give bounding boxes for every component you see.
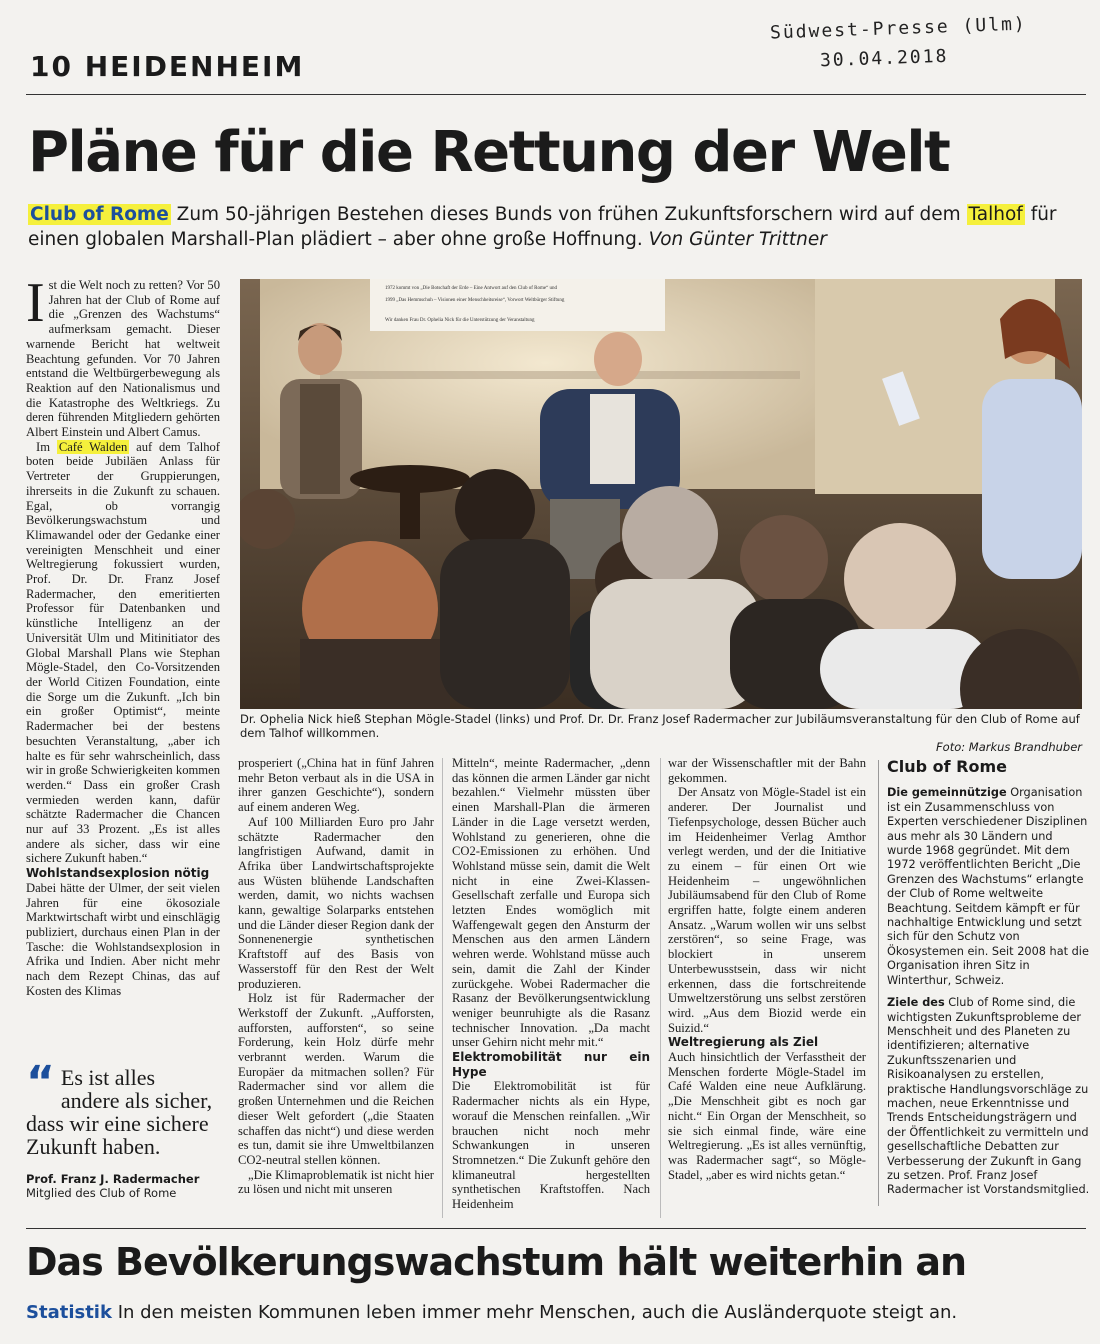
screen-text-line-3: Wir danken Frau Dr. Ophelia Nick für die Unterstützung der Veranstaltung — [385, 318, 535, 323]
infobox-title: Club of Rome — [887, 757, 1007, 776]
quote-author: Prof. Franz J. Radermacher — [26, 1172, 200, 1186]
next-article-kicker-text: In den meisten Kommunen leben immer mehr Menschen, auch die Ausländerquote steigt an. — [117, 1302, 958, 1323]
infobox-p2-lead: Ziele des — [887, 996, 945, 1010]
article-column-1 — [26, 272, 220, 998]
col1-paragraph-3: Dabei hätte der Ulmer, der seit vielen Jahren für eine ökosoziale Marktwirtschaft wirbt und einschlägig publiziert, durchaus einen Plan in der Tasche: die Wohlstandsexplosion in Afrika und Indien. Aber nicht mehr nach dem Rezept Chinas, das auf Kosten des Klimas — [26, 880, 220, 998]
quote-role: Mitglied des Club of Rome — [26, 1186, 177, 1200]
kicker — [28, 202, 1068, 252]
col1-p2-post: auf dem Talhof boten beide Jubiläen Anlass für Vertreter der Gruppierungen, ihrerseits in die Zukunft zu schauen. Egal, ob vorrangig Bevölkerungswachstum und Klimawandel oder der Gedanke einer vereinigten Menschheit und einer Weltregierung fokussiert wurden, Prof. Dr. Dr. Franz Josef Radermacher, den emeritierten Professor für Datenbanken und künstliche Intelligenz an der Universität Ulm und Mitinitiator des Global Marshall Plans wie Stephan Mögle-Stadel, den Co-Vorsitzenden der World Citizen Foundation, einte die Sorge um die Zukunft. „Ich bin ein großer Optimist“, meinte Radermacher bei der bestens besuchten Veranstaltung, „aber ich halte es für sehr wahrscheinlich, dass wir in große Schwierigkeiten kommen werden.“ Dass ein großer Crash vermieden werden kann, dafür schätzte Radermacher die Chancen nur auf 33 Prozent. „Es ist alles andere als sicher, dass wir eine sichere Zukunft haben.“ — [26, 439, 220, 866]
infobox-paragraph-2 — [887, 996, 1091, 1198]
next-article-kicker — [26, 1302, 957, 1323]
bottom-rule — [26, 1228, 1086, 1229]
col4-paragraph-1: war der Wissenschaftler mit der Bahn gekommen. — [668, 756, 866, 785]
col2-paragraph-1: prosperiert („China hat in fünf Jahren mehr Beton verbaut als in die USA in ihrer ganzen Geschichte“), sondern auf einem anderen Weg. — [238, 756, 434, 815]
infobox-p1-lead: Die gemeinnützige — [887, 786, 1007, 800]
event-photo-illustration — [240, 279, 1082, 709]
photo-credit: Foto: Markus Brandhuber — [936, 740, 1082, 754]
infobox — [878, 757, 1091, 1206]
photo-caption — [240, 712, 1082, 754]
col4-subheading: Weltregierung als Ziel — [668, 1035, 819, 1050]
quote-mark-icon: “ — [26, 1057, 55, 1108]
handwritten-source-note: Südwest-Presse (Ulm) — [769, 13, 1028, 44]
col1-subheading: Wohlstandsexplosion nötig — [26, 866, 210, 881]
kicker-text-b: für einen globalen Marshall-Plan plädiert – aber ohne große Hoffnung. — [28, 204, 1057, 250]
col1-p2-highlight: Café Walden — [58, 439, 128, 454]
kicker-label: Club of Rome — [30, 204, 169, 225]
col3-paragraph-2: Die Elektromobilität ist für Radermacher nichts als ein Hype, worauf die Menschen reinfallen. „Wir brauchen nicht noch mehr Schwankungen in unseren Stromnetzen.“ Die Zukunft gehöre den klimaneutral hergestellten synthetischen Kraftstoffen. Nach Heidenheim — [452, 1079, 650, 1212]
screen-text-line-1: 1972 kommt von „Die Botschaft der Erde – Eine Antwort auf den Club of Rome“ und — [385, 286, 558, 291]
infobox-p1-text: Organisation ist ein Zusammenschluss von Experten verschiedener Disziplinen aus mehr als 30 Ländern und wurde 1968 gegründet. Mit dem 1972 veröffentlichten Bericht „Die Grenzen des Wachstums“ erlangte der Club of Rome weltweite Beachtung. Seitdem kämpft er für nachhaltige Entwicklung und setzt sich für den Schutz von Ökosystemen ein. Seit 2008 hat die Organisation ihren Sitz in Winterthur, Schweiz. — [887, 786, 1089, 987]
col3-paragraph-1: Mitteln“, meinte Radermacher, „denn das können die armen Länder gar nicht bezahlen.“ Vielmehr müssten über einen Marshall-Plan die ärmeren Länder in die Lage versetzt werden, Wohlstand zu generieren, ohne die CO2-Emissionen zu erhöhen. Und Wohlstand müsse sein, damit die Welt nicht in eine Zwei-Klassen-Gesellschaft zerfalle und Europa sich letzten Endes womöglich mit Waffengewalt gegen den Ansturm der Menschen aus den armen Ländern wehren werde. Wohlstand müsse auch sein, damit die Zahl der Kinder zurückgehe. Wobei Radermacher die Rasanz der Bevölkerungsentwicklung weniger beunruhigte als die Rasanz technischer Innovation. „Da macht unser Gehirn nicht mehr mit.“ — [452, 756, 650, 1050]
next-article-headline: Das Bevölkerungswachstum hält weiterhin an — [26, 1240, 967, 1284]
event-photo — [240, 279, 1082, 709]
top-rule — [26, 94, 1086, 95]
article-column-3 — [452, 756, 650, 1212]
infobox-p2-text: Club of Rome sind, die wichtigsten Zukunftsprobleme der Menschheit und des Planeten zu identifizieren; alternative Zukunftsszenarien und Risikoanalysen zu erstellen, praktische Handlungsvorschläge zu machen, neue Erkenntnisse und Trends Entscheidungsträgern und der Öffentlichkeit zu vermitteln und gesellschaftliche Debatten zur Verbesserung der Zukunft in Gang zu setzen. Prof. Franz Josef Radermacher ist Vorstandsmitglied. — [887, 996, 1090, 1197]
article-column-2 — [238, 756, 434, 1197]
column-divider — [442, 758, 443, 1218]
pull-quote — [26, 1057, 216, 1200]
section-header: 10 HEIDENHEIM — [30, 50, 305, 83]
col2-paragraph-3: Holz ist für Radermacher der Werkstoff der Zukunft. „Aufforsten, aufforsten, aufforsten“, so seine Forderung, kein Holz dürfe mehr verbrannt werden. Warum die Europäer da mitmachen sollen? Für Radermacher sind vor allem die großen Unternehmen und die Reichen dieser Welt gefordert („die Staaten schaffen das nicht“) und diese werden es tun, damit sie ihre Umweltbilanzen CO2-neutral stellen können. — [238, 991, 434, 1167]
column-divider — [660, 758, 661, 1218]
handwritten-date-note: 30.04.2018 — [819, 45, 949, 72]
col1-paragraph-2 — [26, 440, 220, 866]
headline: Pläne für die Rettung der Welt — [28, 120, 950, 185]
col1-paragraph-1 — [26, 272, 220, 440]
col4-paragraph-2: Der Ansatz von Mögle-Stadel ist ein anderer. Der Journalist und Tiefenpsychologe, dessen Bücher auch im Heidenheimer Verlag Amthor verlegt werden, und der die Initiative zu einem – für einen Ort wie Heidenheim – ungewöhnlichen Jubiläumsabend für den Club of Rome ergriffen hatte, folgte einem anderen Ansatz. „Warum wollen wir uns selbst zerstören“, so seine Frage, was blockiert in unserem Unterbewusstsein, dass wir nicht erkennen, dass die fortschreitende Umweltzerstörung uns selbst zerstören wird. „Aus dem Biozid werde ein Suizid.“ — [668, 785, 866, 1035]
next-article-kicker-label: Statistik — [26, 1302, 112, 1323]
caption-text: Dr. Ophelia Nick hieß Stephan Mögle-Stadel (links) und Prof. Dr. Dr. Franz Josef Radermacher zur Jubiläumsveranstaltung für den Club of Rome auf dem Talhof willkommen. — [240, 712, 1080, 740]
col4-paragraph-3: Auch hinsichtlich der Verfasstheit der Menschen forderte Mögle-Stadel im Café Walden eine neue Aufklärung. „Die Menschheit gibt es noch gar nicht.“ Ein Organ der Menschheit, so sie sich einmal finde, wäre eine Weltregierung. „Es ist alles vernünftig, was Radermacher sagt“, so Mögle-Stadel, „aber es wird nichts getan.“ — [668, 1050, 866, 1182]
dropcap: I — [26, 272, 45, 334]
col1-paragraph-1-text: st die Welt noch zu retten? Vor 50 Jahren hat der Club of Rome auf die „Grenzen des Wachstums“ aufmerksam gemacht. Dieser warnende Bericht hat weltweit Beachtung gefunden. Vor 70 Jahren entstand die Weltbürgerbewegung als Reaktion auf den Nationalismus und die Katastrophe des Weltkriegs. Zu deren führenden Mitgliedern gehörten Albert Einstein und Albert Camus. — [26, 278, 220, 440]
col2-paragraph-4: „Die Klimaproblematik ist nicht hier zu lösen und nicht mit unseren — [238, 1167, 434, 1197]
article-column-4 — [668, 756, 866, 1182]
col2-paragraph-2: Auf 100 Milliarden Euro pro Jahr schätzte Radermacher den langfristigen Aufwand, damit in Afrika über Landwirtschaftsprojekte aus Wüsten blühende Landschaften werden, damit, wo nichts wachsen kann, gewaltige Solarparks entstehen und die Länder dieser Region dank der Sonnenenergie synthetischen Kraftstoff auf des Basis von Wasserstoff für den Rest der Welt produzieren. — [238, 814, 434, 991]
col3-subheading: Elektromobilität nur ein Hype — [452, 1050, 650, 1079]
infobox-paragraph-1 — [887, 786, 1091, 988]
kicker-text-a: Zum 50-jährigen Bestehen dieses Bunds von frühen Zukunftsforschern wird auf dem — [176, 204, 961, 225]
col1-p2-pre: Im — [36, 439, 50, 454]
kicker-highlight: Talhof — [968, 204, 1023, 225]
screen-text-line-2: 1999 „Das Hemmschuh – Visionen einer Menschheitsreise“, Vorwort Weltbürger Stiftung — [385, 298, 565, 303]
quote-text: Es ist alles andere als sicher, dass wir eine sichere Zukunft haben. — [26, 1065, 213, 1159]
byline: Von Günter Trittner — [648, 229, 827, 250]
